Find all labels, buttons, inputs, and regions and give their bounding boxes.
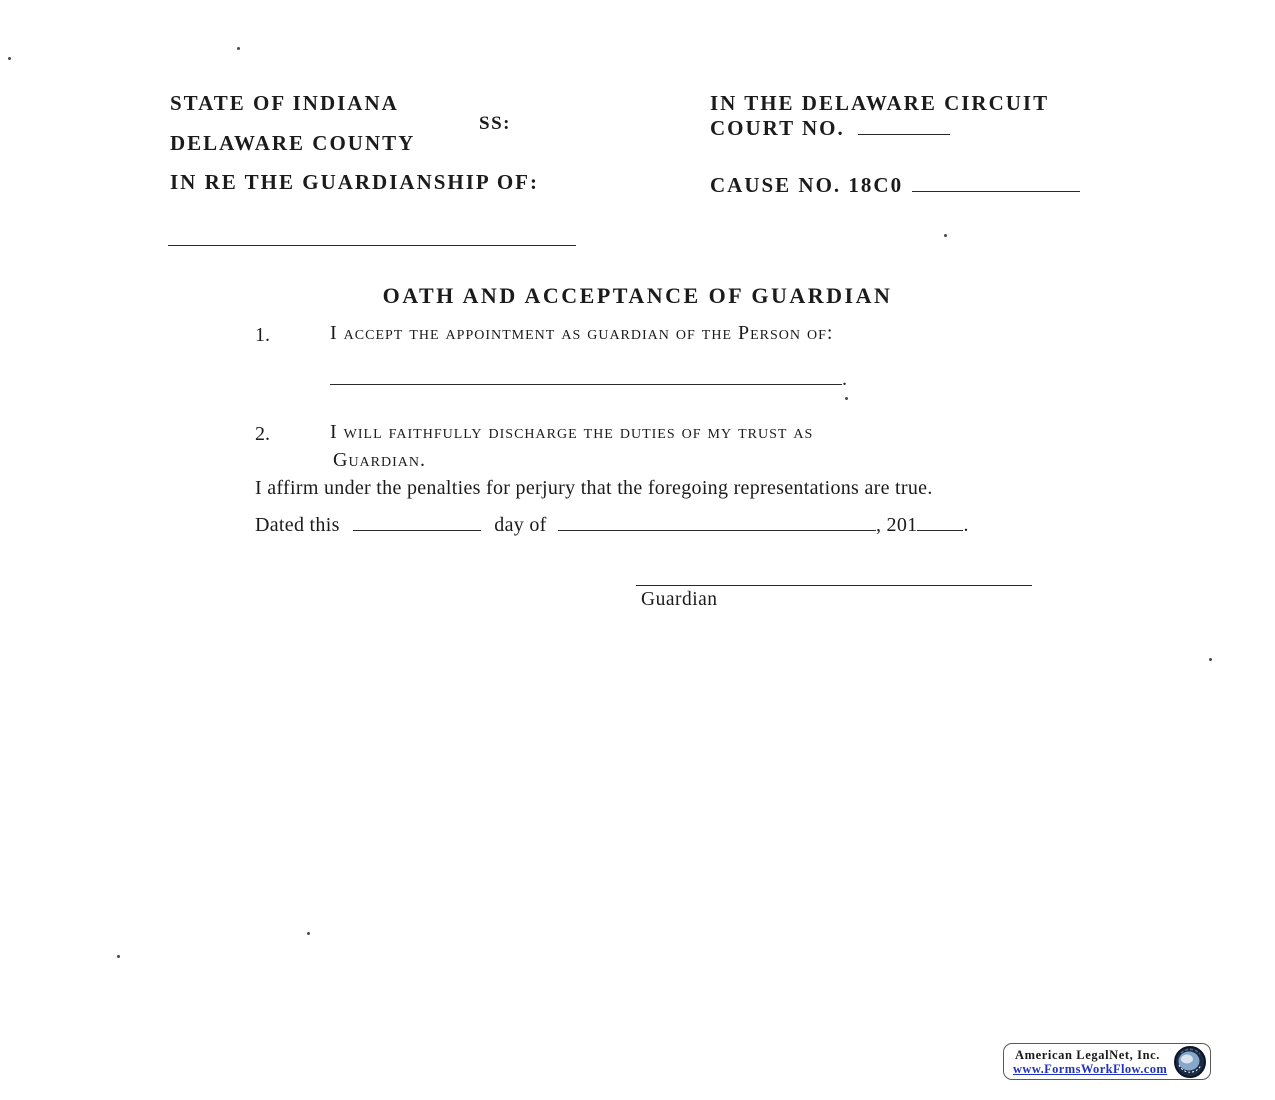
in-re-guardianship-heading: IN RE THE GUARDIANSHIP OF:: [170, 170, 539, 194]
cause-no-label: CAUSE NO. 18C0: [710, 173, 904, 197]
american-legalnet-company-name: American LegalNet, Inc.: [1015, 1048, 1161, 1062]
court-no-blank-line: [858, 113, 950, 135]
scan-speck: [944, 234, 947, 237]
document-title: OATH AND ACCEPTANCE OF GUARDIAN: [382, 283, 893, 308]
dated-row: [255, 510, 969, 537]
globe-logo-icon: [1173, 1045, 1207, 1084]
formsworkflow-link[interactable]: www.FormsWorkFlow.com: [1013, 1062, 1168, 1076]
cause-no-row: [710, 170, 1080, 198]
court-no-label: COURT NO.: [710, 116, 845, 140]
scan-speck: [845, 397, 848, 400]
person-name-blank-line: [330, 364, 842, 385]
month-blank-line: [558, 510, 876, 531]
state-heading: STATE OF INDIANA: [170, 91, 399, 115]
item-2-text-line1: I will faithfully discharge the duties of my trust as: [330, 421, 814, 443]
american-legalnet-badge: [1003, 1043, 1211, 1080]
dated-year-prefix: , 201: [875, 514, 918, 536]
dated-suffix: .: [963, 514, 969, 536]
scan-speck: [307, 932, 310, 935]
guardian-signature-label: Guardian: [641, 589, 718, 610]
scan-speck: [237, 47, 240, 50]
guardian-signature-line: [636, 585, 1032, 586]
cause-no-blank-line: [912, 170, 1080, 192]
ward-name-blank-line: [168, 245, 576, 246]
scan-speck: [8, 57, 11, 60]
item-1-text: I accept the appointment as guardian of the Person of:: [330, 322, 834, 344]
dated-middle: day of: [494, 514, 547, 536]
item-1-number: 1.: [255, 324, 270, 346]
item-1-line-terminator: .: [842, 368, 848, 390]
ss-label: SS:: [479, 113, 511, 134]
year-blank-line: [917, 510, 963, 531]
affirmation-text: I affirm under the penalties for perjury that the foregoing representations are true.: [255, 477, 933, 499]
dated-prefix: Dated this: [255, 514, 340, 536]
item-2-text-line2: Guardian.: [333, 449, 426, 471]
court-heading-line1: IN THE DELAWARE CIRCUIT: [710, 91, 1050, 115]
item-2-number: 2.: [255, 423, 270, 445]
county-heading: DELAWARE COUNTY: [170, 131, 416, 155]
day-blank-line: [353, 510, 481, 531]
item-1-fill-row: [330, 364, 847, 391]
scan-speck: [117, 955, 120, 958]
court-heading-line2: [710, 113, 950, 141]
scan-speck: [1209, 658, 1212, 661]
